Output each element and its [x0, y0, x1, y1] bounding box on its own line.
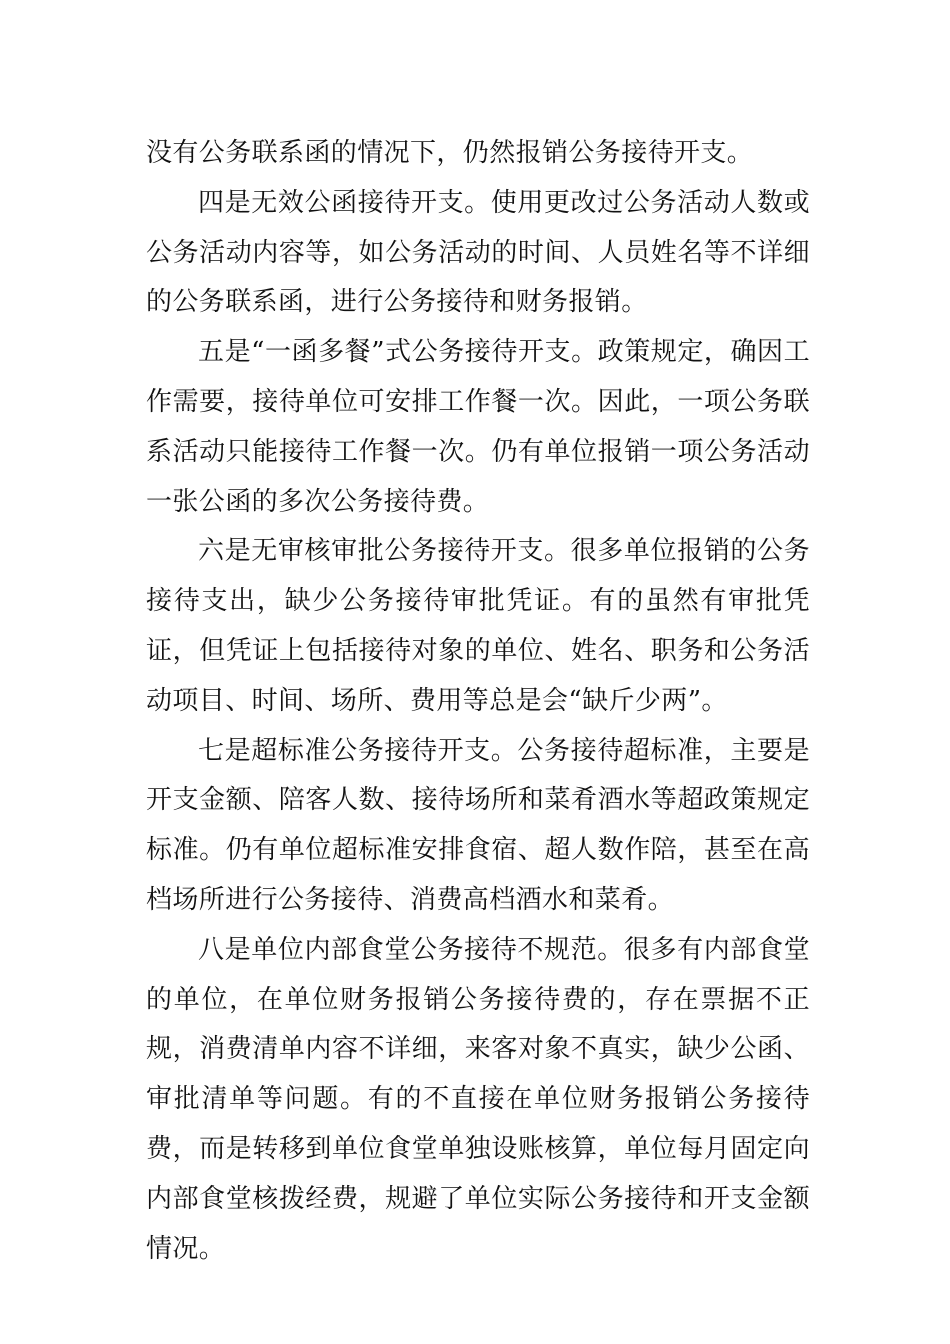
paragraph-item-5: 五是“一函多餐”式公务接待开支。政策规定，确因工作需要，接待单位可安排工作餐一次。因此，一项公务联系活动只能接待工作餐一次。仍有单位报销一项公务活动一张公函的多次公务接待费。 [146, 337, 810, 517]
paragraph-item-8: 八是单位内部食堂公务接待不规范。很多有内部食堂的单位，在单位财务报销公务接待费的，存在票据不正规，消费清单内容不详细，来客对象不真实，缺少公函、审批清单等问题。有的不直接在单位财务报销公务接待费，而是转移到单位食堂单独设账核算，单位每月固定向内部食堂核拨经费，规避了单位实际公务接待和开支金额情况。 [146, 934, 810, 1264]
paragraph-continuation: 没有公务联系函的情况下，仍然报销公务接待开支。 [146, 138, 754, 168]
paragraph-item-7: 七是超标准公务接待开支。公务接待超标准，主要是开支金额、陪客人数、接待场所和菜肴酒水等超政策规定标准。仍有单位超标准安排食宿、超人数作陪，甚至在高档场所进行公务接待、消费高档酒水和菜肴。 [146, 735, 810, 915]
paragraph-item-4: 四是无效公函接待开支。使用更改过公务活动人数或公务活动内容等，如公务活动的时间、人员姓名等不详细的公务联系函，进行公务接待和财务报销。 [146, 187, 810, 318]
paragraph-item-6: 六是无审核审批公务接待开支。很多单位报销的公务接待支出，缺少公务接待审批凭证。有的虽然有审批凭证，但凭证上包括接待对象的单位、姓名、职务和公务活动项目、时间、场所、费用等总是会“缺斤少两”。 [146, 536, 810, 716]
document-body [146, 129, 810, 1274]
